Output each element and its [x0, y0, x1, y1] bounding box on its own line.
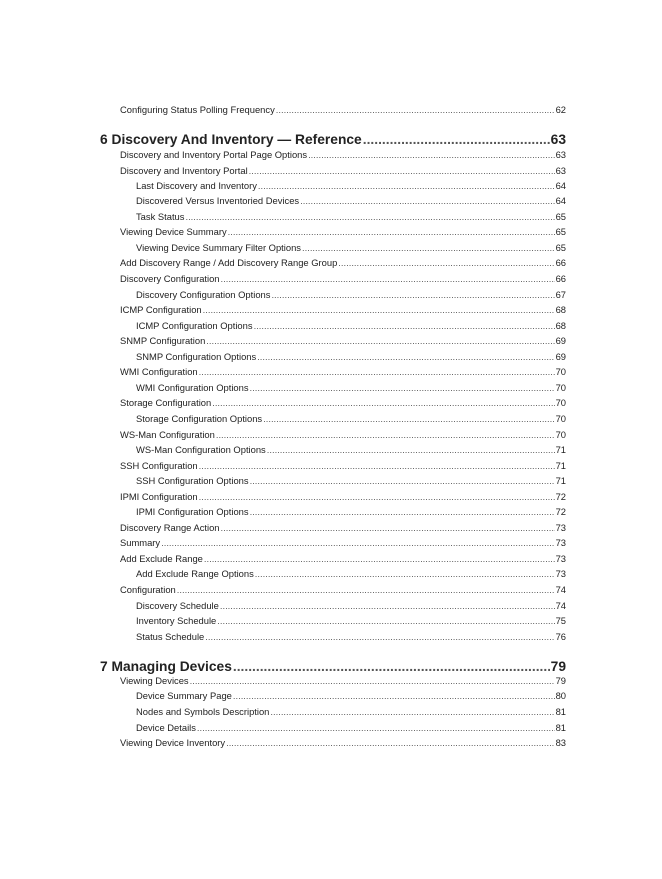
toc-entry-page-number: 76 — [555, 631, 566, 642]
toc-entry-page-number: 71 — [555, 444, 566, 455]
toc-entry-page-number: 74 — [555, 584, 566, 595]
toc-entry-title: Last Discovery and Inventory — [136, 180, 257, 191]
toc-entry-page-number: 81 — [555, 722, 566, 733]
toc-entry[interactable] — [136, 568, 566, 580]
toc-entry-page-number: 70 — [555, 366, 566, 377]
toc-entry[interactable] — [136, 444, 566, 456]
toc-entry-page-number: 79 — [550, 659, 566, 674]
toc-entry-page-number: 71 — [555, 460, 566, 471]
toc-entry-page-number: 73 — [555, 553, 566, 564]
toc-entry-page-number: 65 — [555, 211, 566, 222]
toc-entry-title: IPMI Configuration Options — [136, 506, 249, 517]
dot-leader — [205, 631, 554, 642]
dot-leader — [199, 460, 555, 471]
toc-entry-title: Summary — [120, 537, 161, 548]
dot-leader — [190, 675, 555, 686]
toc-entry-title: Discovery Range Action — [120, 522, 220, 533]
toc-entry-page-number: 64 — [555, 195, 566, 206]
toc-entry[interactable] — [120, 335, 566, 347]
toc-entry-page-number: 83 — [555, 737, 566, 748]
toc-entry-page-number: 67 — [555, 289, 566, 300]
dot-leader — [258, 180, 555, 191]
dot-leader — [197, 722, 555, 733]
toc-entry-page-number: 69 — [555, 335, 566, 346]
dot-leader — [257, 351, 554, 362]
toc-entry[interactable] — [120, 366, 566, 378]
toc-entry-title: Storage Configuration Options — [136, 413, 263, 424]
toc-entry-title: Add Discovery Range / Add Discovery Range Group — [120, 257, 338, 268]
toc-entry-page-number: 70 — [555, 397, 566, 408]
toc-entry-title: 6 Discovery And Inventory — Reference — [100, 132, 362, 147]
toc-entry-page-number: 64 — [555, 180, 566, 191]
dot-leader — [161, 537, 554, 548]
toc-entry[interactable] — [136, 690, 566, 702]
dot-leader — [226, 737, 554, 748]
toc-entry[interactable] — [120, 584, 566, 596]
toc-entry-title: Status Schedule — [136, 631, 205, 642]
toc-entry[interactable] — [120, 104, 566, 116]
dot-leader — [212, 397, 554, 408]
dot-leader — [217, 615, 554, 626]
dot-leader — [228, 226, 555, 237]
dot-leader — [300, 195, 554, 206]
toc-entry-title: WS-Man Configuration Options — [136, 444, 266, 455]
dot-leader — [249, 165, 555, 176]
toc-entry-title: Add Exclude Range — [120, 553, 203, 564]
toc-entry[interactable] — [136, 615, 566, 627]
toc-entry-title: 7 Managing Devices — [100, 659, 232, 674]
toc-entry-page-number: 73 — [555, 537, 566, 548]
dot-leader — [267, 444, 555, 455]
toc-entry-page-number: 66 — [555, 257, 566, 268]
toc-entry-title: Viewing Device Summary Filter Options — [136, 242, 301, 253]
toc-entry[interactable] — [120, 273, 566, 285]
dot-leader — [250, 382, 555, 393]
toc-entry[interactable] — [120, 537, 566, 549]
toc-entry-title: SNMP Configuration — [120, 335, 206, 346]
toc-entry-title: SNMP Configuration Options — [136, 351, 257, 362]
dot-leader — [250, 475, 555, 486]
toc-chapter-heading[interactable] — [100, 659, 566, 676]
toc-entry[interactable] — [136, 242, 566, 254]
toc-entry[interactable] — [120, 460, 566, 472]
toc-entry-page-number: 65 — [555, 242, 566, 253]
toc-entry-title: Storage Configuration — [120, 397, 212, 408]
toc-entry[interactable] — [136, 320, 566, 332]
toc-entry-title: Viewing Device Inventory — [120, 737, 226, 748]
dot-leader — [302, 242, 555, 253]
toc-entry-title: SSH Configuration Options — [136, 475, 249, 486]
toc-entry-title: Device Details — [136, 722, 196, 733]
dot-leader — [276, 104, 555, 115]
toc-entry[interactable] — [136, 180, 566, 192]
toc-entry-title: Discovery Configuration — [120, 273, 220, 284]
dot-leader — [206, 335, 554, 346]
dot-leader — [250, 506, 555, 517]
dot-leader — [263, 413, 554, 424]
toc-entry-page-number: 81 — [555, 706, 566, 717]
toc-entry-title: Nodes and Symbols Description — [136, 706, 270, 717]
toc-entry-page-number: 71 — [555, 475, 566, 486]
dot-leader — [220, 600, 555, 611]
toc-entry[interactable] — [120, 397, 566, 409]
toc-entry-page-number: 72 — [555, 491, 566, 502]
toc-entry[interactable] — [136, 211, 566, 223]
toc-chapter-heading[interactable] — [100, 132, 566, 149]
dot-leader — [270, 706, 554, 717]
toc-entry[interactable] — [136, 382, 566, 394]
toc-entry-page-number: 80 — [555, 690, 566, 701]
toc-entry-title: Inventory Schedule — [136, 615, 217, 626]
toc-entry[interactable] — [136, 195, 566, 207]
toc-entry-page-number: 63 — [555, 165, 566, 176]
dot-leader — [204, 553, 555, 564]
toc-entry-title: Viewing Devices — [120, 675, 189, 686]
toc-entry[interactable] — [136, 722, 566, 734]
toc-entry-page-number: 63 — [555, 149, 566, 160]
dot-leader — [199, 491, 555, 502]
toc-entry-page-number: 65 — [555, 226, 566, 237]
toc-entry-page-number: 74 — [555, 600, 566, 611]
toc-entry-title: Discovery Schedule — [136, 600, 219, 611]
dot-leader — [254, 320, 555, 331]
toc-entry-page-number: 68 — [555, 320, 566, 331]
toc-entry[interactable] — [120, 491, 566, 503]
toc-entry-title: Add Exclude Range Options — [136, 568, 254, 579]
toc-entry-page-number: 75 — [555, 615, 566, 626]
toc-entry-title: ICMP Configuration Options — [136, 320, 253, 331]
dot-leader — [185, 211, 554, 222]
toc-entry[interactable] — [136, 413, 566, 425]
toc-entry-page-number: 70 — [555, 382, 566, 393]
toc-entry[interactable] — [120, 226, 566, 238]
toc-entry-page-number: 72 — [555, 506, 566, 517]
dot-leader — [308, 149, 554, 160]
toc-entry-title: WS-Man Configuration — [120, 429, 215, 440]
dot-leader — [199, 366, 555, 377]
toc-entry-title: Configuring Status Polling Frequency — [120, 104, 275, 115]
toc-entry[interactable] — [120, 737, 566, 749]
dot-leader — [233, 659, 550, 674]
toc-entry[interactable] — [120, 165, 566, 177]
toc-entry[interactable] — [136, 631, 566, 643]
toc-entry-title: Configuration — [120, 584, 176, 595]
dot-leader — [203, 304, 555, 315]
dot-leader — [271, 289, 554, 300]
toc-entry-title: ICMP Configuration — [120, 304, 202, 315]
toc-entry[interactable] — [136, 706, 566, 718]
toc-entry[interactable] — [120, 429, 566, 441]
toc-entry-title: Viewing Device Summary — [120, 226, 227, 237]
toc-entry-title: Discovery and Inventory Portal Page Options — [120, 149, 308, 160]
toc-entry-page-number: 79 — [555, 675, 566, 686]
toc-entry-page-number: 73 — [555, 568, 566, 579]
toc-entry-page-number: 63 — [550, 132, 566, 147]
toc-entry[interactable] — [120, 149, 566, 161]
toc-entry-page-number: 70 — [555, 429, 566, 440]
dot-leader — [363, 132, 550, 147]
toc-entry-page-number: 73 — [555, 522, 566, 533]
dot-leader — [255, 568, 555, 579]
toc-entry-page-number: 70 — [555, 413, 566, 424]
toc-entry-title: Discovery and Inventory Portal — [120, 165, 248, 176]
toc-entry[interactable] — [120, 675, 566, 687]
dot-leader — [221, 273, 555, 284]
toc-entry-page-number: 69 — [555, 351, 566, 362]
toc-entry[interactable] — [120, 257, 566, 269]
toc-entry[interactable] — [136, 289, 566, 301]
toc-entry-title: Discovered Versus Inventoried Devices — [136, 195, 300, 206]
toc-entry-title: SSH Configuration — [120, 460, 198, 471]
toc-entry-title: WMI Configuration Options — [136, 382, 249, 393]
toc-entry-title: Task Status — [136, 211, 185, 222]
dot-leader — [177, 584, 555, 595]
dot-leader — [221, 522, 555, 533]
toc-entry-page-number: 68 — [555, 304, 566, 315]
toc-entry[interactable] — [120, 553, 566, 565]
toc-entry-title: IPMI Configuration — [120, 491, 198, 502]
toc-entry[interactable] — [120, 522, 566, 534]
toc-entry[interactable] — [136, 351, 566, 363]
toc-entry-title: WMI Configuration — [120, 366, 198, 377]
toc-entry-title: Device Summary Page — [136, 690, 232, 701]
toc-entry[interactable] — [136, 475, 566, 487]
dot-leader — [338, 257, 554, 268]
dot-leader — [233, 690, 555, 701]
toc-entry[interactable] — [136, 506, 566, 518]
toc-entry-page-number: 66 — [555, 273, 566, 284]
toc-entry[interactable] — [120, 304, 566, 316]
toc-entry-page-number: 62 — [555, 104, 566, 115]
toc-entry[interactable] — [136, 600, 566, 612]
toc-entry-title: Discovery Configuration Options — [136, 289, 271, 300]
dot-leader — [216, 429, 555, 440]
